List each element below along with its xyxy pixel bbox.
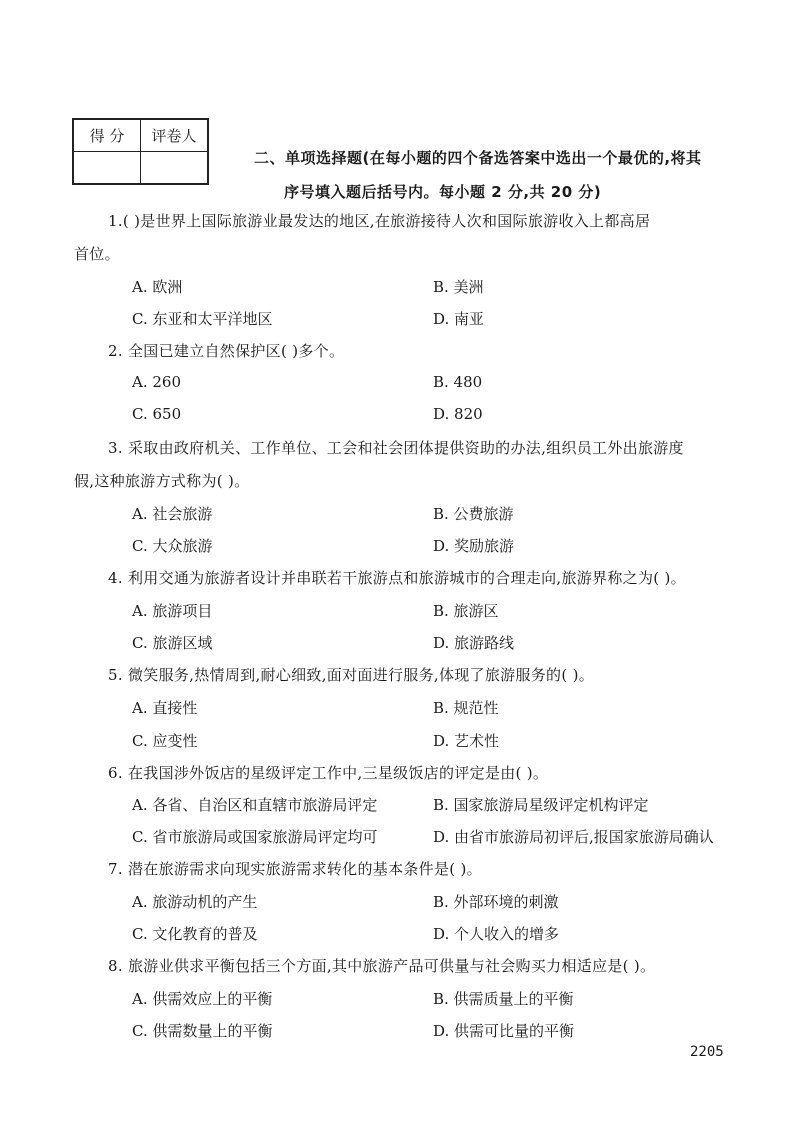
q4-option-c: C. 旅游区域 xyxy=(132,634,213,652)
q6-option-b: B. 国家旅游局星级评定机构评定 xyxy=(433,796,649,814)
question-1: 1.( )是世界上国际旅游业最发达的地区,在旅游接待人次和国际旅游收入上都高居 xyxy=(108,212,651,230)
q8-option-c: C. 供需数量上的平衡 xyxy=(132,1022,273,1040)
q6-option-c: C. 省市旅游局或国家旅游局评定均可 xyxy=(132,828,378,846)
question-2: 2. 全国已建立自然保护区( )多个。 xyxy=(108,342,345,360)
score-cell xyxy=(73,152,141,185)
question-7: 7. 潜在旅游需求向现实旅游需求转化的基本条件是( )。 xyxy=(108,860,482,878)
question-3: 3. 采取由政府机关、工作单位、工会和社会团体提供资助的办法,组织员工外出旅游度 xyxy=(108,439,684,457)
q8-option-d: D. 供需可比量的平衡 xyxy=(433,1022,575,1040)
q2-option-b: B. 480 xyxy=(433,373,483,391)
q2-option-d: D. 820 xyxy=(433,405,483,423)
q7-option-b: B. 外部环境的刺激 xyxy=(433,893,559,911)
question-3-cont: 假,这种旅游方式称为( )。 xyxy=(74,472,250,490)
q3-option-c: C. 大众旅游 xyxy=(132,537,213,555)
q4-option-a: A. 旅游项目 xyxy=(132,602,213,620)
section-title-line1: 二、单项选择题(在每小题的四个备选答案中选出一个最优的,将其 xyxy=(254,149,702,167)
q5-option-c: C. 应变性 xyxy=(132,732,198,750)
q1-option-a: A. 欧洲 xyxy=(132,278,183,296)
q2-option-c: C. 650 xyxy=(132,405,182,423)
question-4: 4. 利用交通为旅游者设计并串联若干旅游点和旅游城市的合理走向,旅游界称之为( )。 xyxy=(108,569,686,587)
q4-option-b: B. 旅游区 xyxy=(433,602,499,620)
q1-option-d: D. 南亚 xyxy=(433,310,485,328)
grader-label: 评卷人 xyxy=(141,119,209,152)
q6-option-d: D. 由省市旅游局初评后,报国家旅游局确认 xyxy=(433,828,714,846)
q2-option-a: A. 260 xyxy=(132,373,181,391)
q3-option-b: B. 公费旅游 xyxy=(433,505,514,523)
score-table xyxy=(72,118,209,185)
q8-option-a: A. 供需效应上的平衡 xyxy=(132,990,273,1008)
q5-option-d: D. 艺术性 xyxy=(433,732,500,750)
question-1-cont: 首位。 xyxy=(74,245,120,263)
q7-option-c: C. 文化教育的普及 xyxy=(132,925,258,943)
q7-option-d: D. 个人收入的增多 xyxy=(433,925,560,943)
question-6: 6. 在我国涉外饭店的星级评定工作中,三星级饭店的评定是由( )。 xyxy=(108,764,549,782)
section-title-line2: 序号填入题后括号内。每小题 2 分,共 20 分) xyxy=(284,183,602,201)
q1-option-b: B. 美洲 xyxy=(433,278,484,296)
question-5: 5. 微笑服务,热情周到,耐心细致,面对面进行服务,体现了旅游服务的( )。 xyxy=(108,666,595,684)
q5-option-b: B. 规范性 xyxy=(433,699,499,717)
q6-option-a: A. 各省、自治区和直辖市旅游局评定 xyxy=(132,796,378,814)
q7-option-a: A. 旅游动机的产生 xyxy=(132,893,258,911)
q8-option-b: B. 供需质量上的平衡 xyxy=(433,990,574,1008)
q1-option-c: C. 东亚和太平洋地区 xyxy=(132,310,273,328)
grader-cell xyxy=(141,152,209,185)
q3-option-d: D. 奖励旅游 xyxy=(433,537,515,555)
question-8: 8. 旅游业供求平衡包括三个方面,其中旅游产品可供量与社会购买力相适应是( )。 xyxy=(108,957,656,975)
score-label: 得 分 xyxy=(73,119,141,152)
section-title xyxy=(254,141,754,209)
q3-option-a: A. 社会旅游 xyxy=(132,505,213,523)
q5-option-a: A. 直接性 xyxy=(132,699,198,717)
page-number: 2205 xyxy=(690,1044,724,1060)
q4-option-d: D. 旅游路线 xyxy=(433,634,515,652)
